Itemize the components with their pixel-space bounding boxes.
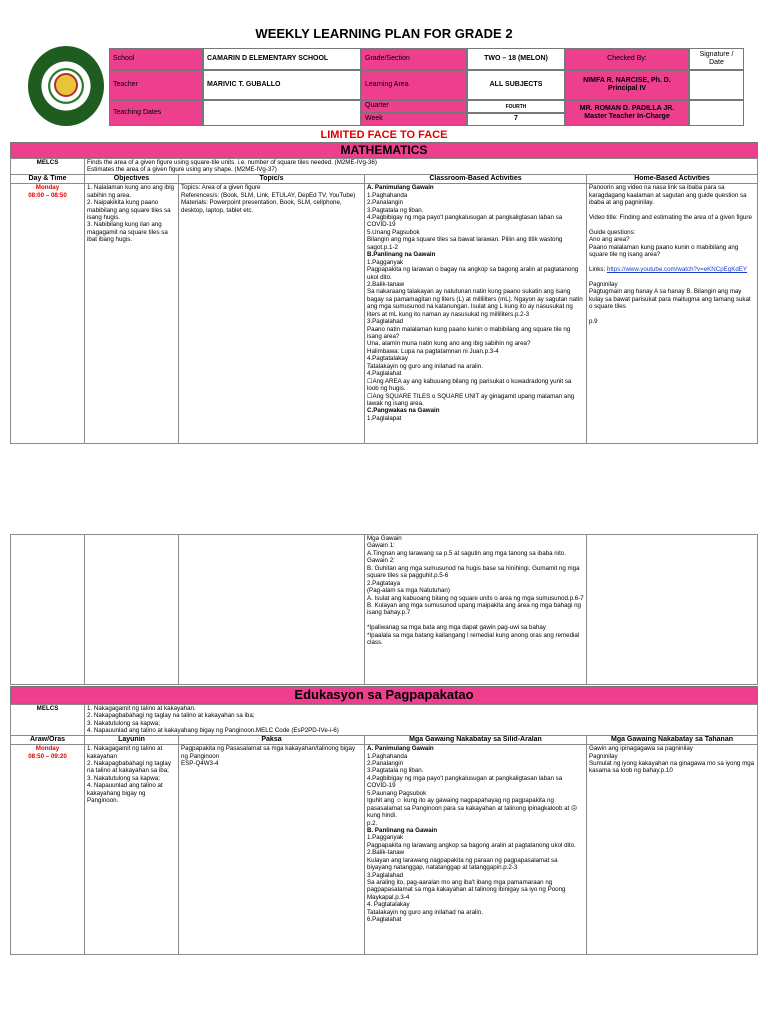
- esp-home-activities: Gawin ang ipinagagawa sa pagninilay Pagninilay Sumulat ng iyong kakayahan na ginagawa mo sa iyong mga kasama sa loob ng bahay.p.10: [587, 745, 758, 955]
- esp-col-classroom: Mga Gawaing Nakabatay sa Silid-Aralan: [365, 735, 587, 744]
- teacher-value: MARIVIC T. GUBALLO: [203, 70, 361, 100]
- school-value: CAMARIN D ELEMENTARY SCHOOL: [203, 48, 361, 70]
- esp-col-home: Mga Gawaing Nakabatay sa Tahanan: [587, 735, 758, 744]
- math-table-continued: [10, 534, 758, 685]
- header-table: [24, 44, 744, 130]
- math-melcs-text: Finds the area of a given figure using square-tile units. i.e. number of square tiles needed. (M2ME-IVg-36) Estimates the area of a given figure using any shape. (M2ME-IVg-37): [85, 159, 758, 175]
- quarter-value: FOURTH: [467, 100, 565, 113]
- learning-area-label: Learning Area: [361, 70, 467, 100]
- esp-section-title: Edukasyon sa Pagpapakatao: [10, 686, 758, 704]
- checked-by-label: Checked By:: [565, 48, 689, 70]
- teaching-dates-label: Teaching Dates: [109, 100, 203, 126]
- learning-area-value: ALL SUBJECTS: [467, 70, 565, 100]
- school-label: School: [109, 48, 203, 70]
- grade-value: TWO – 18 (MELON): [467, 48, 565, 70]
- math-classroom-continued: Mga Gawain Gawain 1: A.Tingnan ang larawang sa p.5 at sagutin ang mga tanong sa ibaba nito. Gawain 2: B. Guhitan ang mga sumusunod na hugis base sa hinihingi. Gumamit ng mga square tiles sa pagguhit.p.5-6 2.Pagtataya (Pag-alam sa mga Natutuhan) A. Isulat ang kabuoang bilang ng square units o area ng mga sumusunod.p.6-7 B. Kulayan ang mga sumusunod upang maipakita ang area ng mga bahagi ng isang bahay.p.7 *Ipaliwanag sa mga bata ang mga dapat gawin pag-uwi sa bahay *Ipaalala sa mga batang kailangang l remedial kung anong oras ang remedial class.: [365, 535, 587, 685]
- esp-table: [10, 704, 758, 955]
- math-time: 08:00 – 08:50: [28, 191, 67, 199]
- esp-class-b: 1.Pagganyak Pagpapakita ng larawang angkop sa bagong aralin at pagtatanong ukol dito. 2.Balik-tanaw Kulayan ang larawang nagpapakita ng paraan ng pagpapasalamat sa biyayang natanggap, natatanggap at tatanggapin.p.2-3 3.Paglalahad Sa araling ito, pag-aaralan mo ang iba't ibang mga pamamaraan ng pagpapasalamat sa mga kakayahan at talinong ibinigay sa iyo ng Poong Maykapal.p.3-4 4. Pagtatalakay Tatalakayin ng guro ang inilahad na aralin. 6.Paglalahat: [367, 834, 576, 924]
- math-table: [10, 158, 758, 444]
- math-class-c-head: C.Pangwakas na Gawain: [367, 407, 440, 415]
- checker1-name: NIMFA R. NARCISE, Ph. D.: [583, 76, 671, 84]
- math-melcs-label: MELCS: [11, 159, 85, 175]
- teaching-dates-value: [203, 100, 361, 126]
- esp-col-day: Araw/Oras: [11, 735, 85, 744]
- math-home-text-2: Pagninilay Pagtugmain ang hanay A sa hanay B. Bilangin ang may kulay sa bawat parisukat para maitugma ang tamang sukat o square tiles p.9: [589, 280, 751, 326]
- esp-col-layunin: Layunin: [85, 735, 179, 744]
- signature-cell-1: [689, 70, 744, 100]
- delivery-mode: LIMITED FACE TO FACE: [320, 129, 448, 141]
- page-title: WEEKLY LEARNING PLAN FOR GRADE 2: [255, 26, 513, 41]
- math-objectives: 1. Nalalaman kung ano ang ibig sabihin ng area. 2. Naipakikita kung paano mabibilang ang square tiles sa isang hugis. 3. Nabibilang kung ilan ang magagamit na square tiles sa ibat ibang hugis.: [85, 184, 179, 444]
- math-day: Monday: [35, 184, 60, 192]
- checker2-title: Master Teacher In-Charge: [584, 113, 670, 120]
- teacher-label: Teacher: [109, 70, 203, 100]
- math-class-b-head: B.Panlinang na Gawain: [367, 251, 436, 259]
- math-home-activities: [587, 184, 758, 444]
- esp-melcs-text: 1. Nakagagamit ng talino at kakayahan. 2. Nakapagbabahagi ng taglay na talino at kakayahan sa iba; 3. Nakatutulong sa kapwa; 4. Napauunlad ang talino at kakayahang bigay ng Panginoon.MELC Code (EsP2PD-IVe-i-6): [85, 705, 758, 736]
- grade-label: Grade/Section: [361, 48, 467, 70]
- math-home-text: Panoorin ang video na nasa link sa ibaba para sa karagdagang kaalaman at sagutan ang guide question sa ibaba at ang pagninilay. Video title: Finding and estimating the area of a given figure Guide questions: Ano ang area? Paano malalaman kung paano kunin o mabibilang ang square tile ng isang area? Links:: [589, 184, 752, 274]
- math-class-b: 1.Pagganyak Pagpapakita ng larawan o bagay na angkop sa bagong aralin at pagtatanong ukol dito. 2.Balik-tanaw Sa nakaraang talakayan ay natutunan natin kung paano sukatin ang isang bagay sa pamamagitan ng liters (L) at milliliters (mL). Ngayon ay sagutan natin ang mga sumusunod na katanungan. Isulat ang L kung ito ay nasusukat ng liters at mL kung ito naman ay nasusukat ng milliliters.p.2-3 3.Paglalahad Paano natin malalaman kung paano kunin o mabibilang ang square tile ng isang area? Una, alamin muna natin kung ano ang ibig sabihin ng area? Halimbawa: Lupa na pagtatamnan ni Juan.p.3-4 4.Pagtatalakay Tatalakayin ng guro ang inilahad na aralin. 4.Paglalahat ☐Ang AREA ay ang kabuuang bilang ng parisukat o kuwadradong yunit sa loob ng hugis. ☐Ang SQUARE TILES o SQUARE UNIT ay ginagamit upang malaman ang lawak ng isang area.: [367, 258, 583, 407]
- math-col-topics: Topic/s: [179, 174, 365, 183]
- math-col-home: Home-Based Activities: [587, 174, 758, 183]
- math-col-classroom: Classroom-Based Activities: [365, 174, 587, 183]
- esp-class-a-head: A. Panimulang Gawain: [367, 745, 434, 753]
- quarter-label: Quarter: [361, 100, 467, 113]
- signature-label: Signature / Date: [689, 48, 744, 70]
- esp-class-a: 1.Paghahanda 2.Panalangin 3.Pagtatala ng liban. 4.Pagbibigay ng mga payo't pangkalusugan at pangkaligtasan laban sa COVID-19 5.Paunang Pagsubok Iguhit ang ☺ kung ito ay gawaing nagpapahayag ng pagpapakita ng pasasalamat sa Panginoon para sa kakayahan at talinong ipinagkaloob at ☹ kung hindi. p.2.: [367, 752, 578, 827]
- esp-class-b-head: B. Panlinang na Gawain: [367, 826, 438, 834]
- esp-col-paksa: Paksa: [179, 735, 365, 744]
- math-class-a-head: A. Panimulang Gawain: [367, 184, 434, 192]
- math-class-c: 1.Paglalapat: [367, 414, 402, 422]
- week-label: Week: [361, 113, 467, 126]
- esp-melcs-label: MELCS: [11, 705, 85, 736]
- math-video-link[interactable]: https://www.youtube.com/watch?v=eKNCpEgKdEY: [606, 266, 748, 274]
- week-value: 7: [467, 113, 565, 126]
- esp-day: Monday: [35, 745, 60, 753]
- signature-cell-2: [689, 100, 744, 126]
- checker1-title: Principal IV: [607, 85, 647, 92]
- math-col-day: Day & Time: [11, 174, 85, 183]
- esp-layunin: 1. Nakagagamit ng talino at kakayahan 2. Nakapagbabahagi ng taglay na talino at kakayahan sa iba; 3. Nakatutulong sa kapwa; 4. Napauunlad ang talino at kakayahang bigay ng Panginoon.: [85, 745, 179, 955]
- school-logo: [28, 46, 104, 126]
- math-topics: Topics: Area of a given figure References/s: (Book, SLM, Link, ETULAY, DepEd TV, YouTube) Materials: Powerpoint presentation, Book, SLM, cellphone, desktop, laptop, tablet etc.: [179, 184, 365, 444]
- esp-classroom-activities: [365, 745, 587, 955]
- checker2-name: MR. ROMAN D. PADILLA JR.: [579, 104, 675, 112]
- esp-paksa: Pagpapakita ng Pasasalamat sa mga kakayahan/talinong bigay ng Panginoon ESP-Q4W3-4: [179, 745, 365, 955]
- math-day-time: [11, 184, 85, 444]
- esp-time: 08:50 – 09:20: [28, 752, 67, 760]
- esp-day-time: [11, 745, 85, 955]
- math-section-title: MATHEMATICS: [10, 142, 758, 158]
- math-class-a: 1.Paghahanda 2.Panalangin 3.Pagtatala ng liban. 4.Pagbibigay ng mga payo't pangkalusugan at pangkaligtasan laban sa COVID-19 5.Unang Pagsubok Bilangin ang mga square tiles sa bawat larawan. Piliin ang titik wastong sagot.p.1-2: [367, 191, 563, 251]
- math-classroom-activities: [365, 184, 587, 444]
- math-col-objectives: Objectives: [85, 174, 179, 183]
